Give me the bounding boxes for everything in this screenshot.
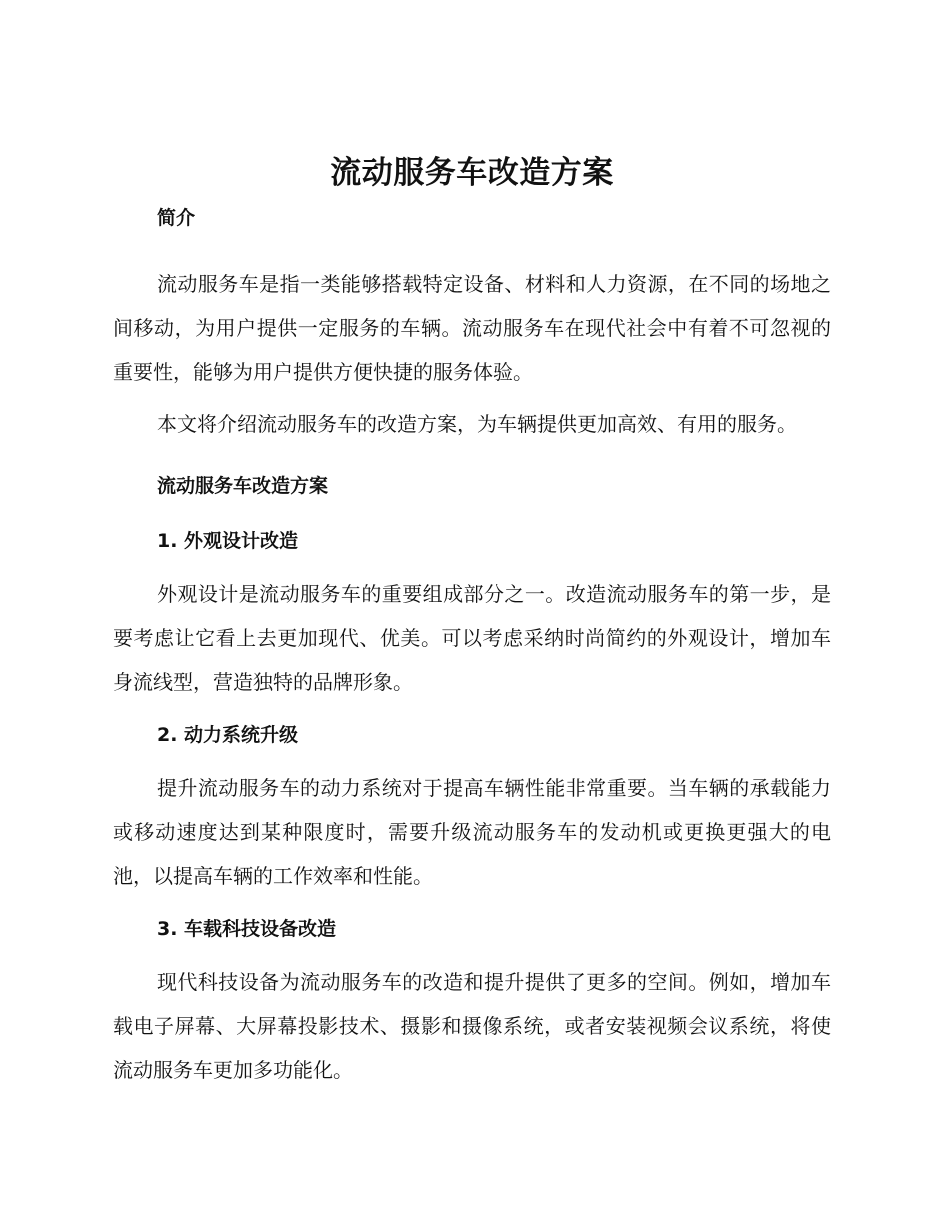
section-3-heading: 3. 车载科技设备改造 (157, 918, 337, 940)
section-2-heading: 2. 动力系统升级 (157, 724, 299, 746)
intro-paragraph-2: 本文将介绍流动服务车的改造方案，为车辆提供更加高效、有用的服务。 (157, 412, 797, 436)
section-3-paragraph: 现代科技设备为流动服务车的改造和提升提供了更多的空间。例如，增加车载电子屏幕、大屏幕投影技术、摄影和摄像系统，或者安装视频会议系统，将使流动服务车更加多功能化。 (113, 970, 831, 1082)
plan-heading: 流动服务车改造方案 (157, 475, 329, 497)
intro-heading: 简介 (157, 207, 196, 229)
section-1-paragraph: 外观设计是流动服务车的重要组成部分之一。改造流动服务车的第一步，是要考虑让它看上去更加现代、优美。可以考虑采纳时尚简约的外观设计，增加车身流线型，营造独特的品牌形象。 (113, 582, 831, 694)
section-2-paragraph: 提升流动服务车的动力系统对于提高车辆性能非常重要。当车辆的承载能力或移动速度达到某种限度时，需要升级流动服务车的发动机或更换更强大的电池，以提高车辆的工作效率和性能。 (113, 776, 831, 888)
document-title: 流动服务车改造方案 (330, 155, 614, 191)
section-1-heading: 1. 外观设计改造 (157, 530, 299, 552)
document-page (113, 152, 831, 1092)
intro-paragraph-1: 流动服务车是指一类能够搭载特定设备、材料和人力资源，在不同的场地之间移动，为用户提供一定服务的车辆。流动服务车在现代社会中有着不可忽视的重要性，能够为用户提供方便快捷的服务体验。 (113, 272, 831, 384)
